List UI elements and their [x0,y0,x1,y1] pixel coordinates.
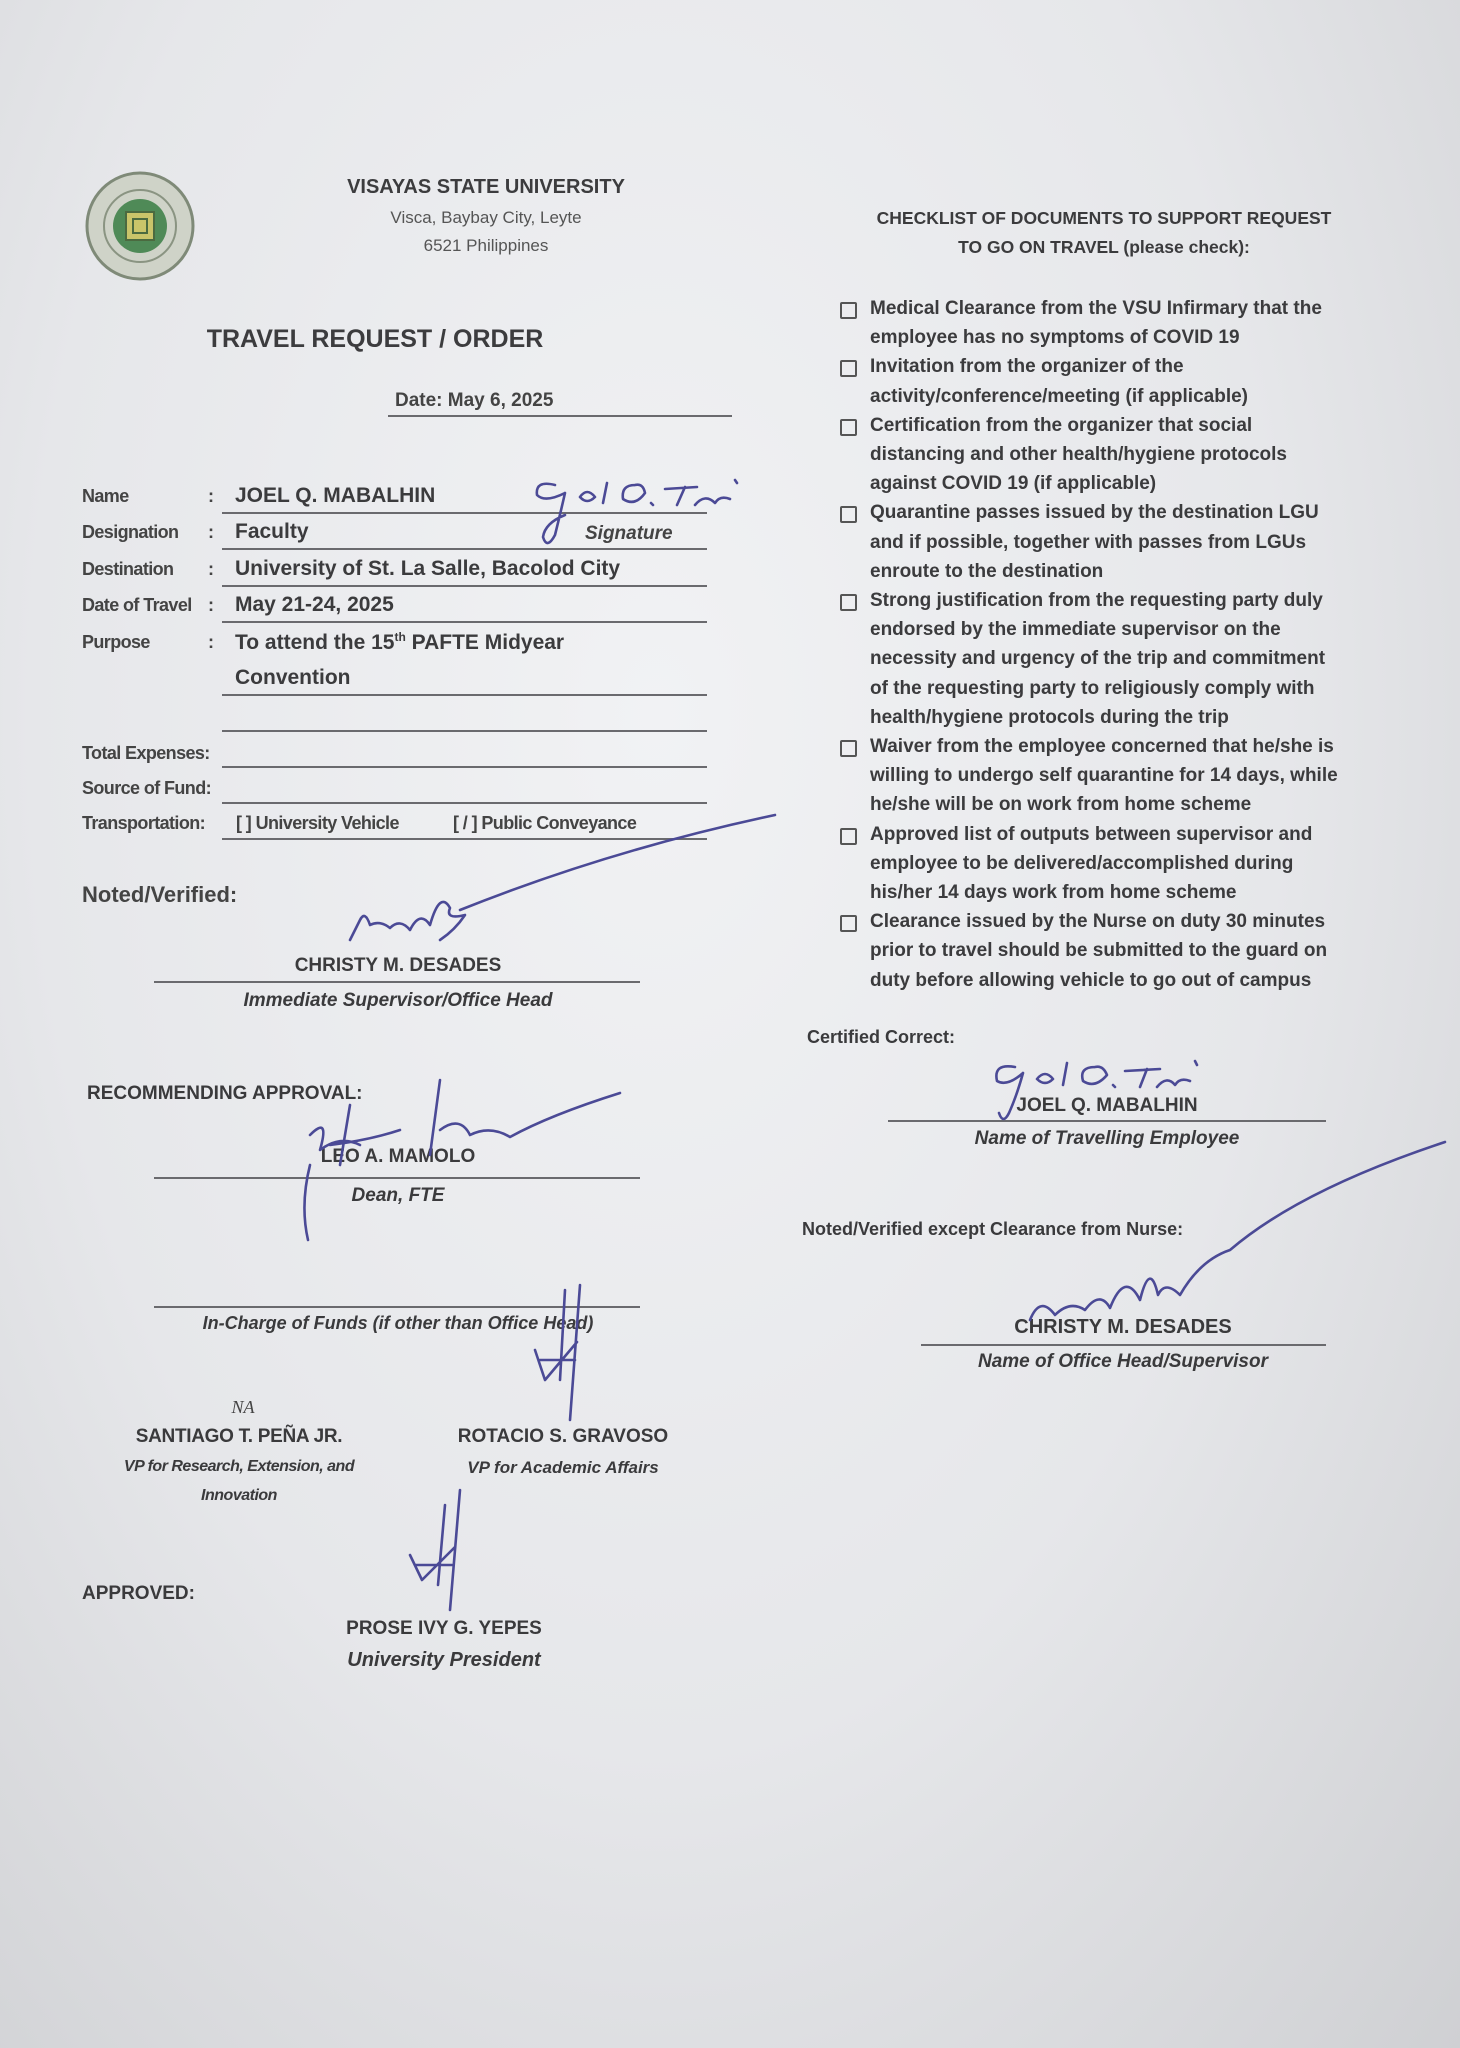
na-note: NA [231,1397,255,1417]
checklist-item-text: health/hygiene protocols during the trip [870,706,1229,728]
vp-academic-role: VP for Academic Affairs [467,1458,659,1477]
checklist-checkbox[interactable] [840,419,857,436]
colon: : [208,632,214,652]
source-of-fund-label: Source of Fund: [82,778,211,798]
name-label: Name [82,486,129,506]
president-role: University President [347,1649,541,1671]
vp-research-name: SANTIAGO T. PEÑA JR. [135,1426,343,1447]
vp-academic-name: ROTACIO S. GRAVOSO [457,1426,669,1447]
purpose-value-line2: Convention [235,666,351,689]
president-name: PROSE IVY G. YEPES [346,1618,542,1639]
checklist-checkbox[interactable] [840,302,857,319]
destination-label: Destination [82,559,174,579]
recommending-approval-heading: RECOMMENDING APPROVAL: [87,1083,363,1104]
checklist-item-text: employee has no symptoms of COVID 19 [870,327,1240,349]
checklist-item-text: and if possible, together with passes from LGUs [870,531,1307,553]
colon: : [208,522,214,542]
designation-label: Designation [82,522,179,542]
checklist-heading-line2: TO GO ON TRAVEL (please check): [958,237,1250,257]
colon: : [208,559,214,579]
name-value: JOEL Q. MABALHIN [235,484,436,507]
checklist-item-text: Strong justification from the requesting party duly [870,590,1323,611]
checklist-item-text: his/her 14 days work from home scheme [870,882,1237,903]
funds-in-charge-role: In-Charge of Funds (if other than Office Head) [202,1313,594,1333]
vp-research-role-line2: Innovation [201,1487,277,1504]
checklist-item-text: necessity and urgency of the trip and commitment [870,648,1326,670]
purpose-text: PAFTE Midyear [405,631,565,654]
dean-role: Dean, FTE [351,1185,445,1206]
checklist-item-text: against COVID 19 (if applicable) [870,473,1157,495]
dean-name: LEO A. MAMOLO [320,1146,476,1167]
date-of-travel-label: Date of Travel [82,595,192,615]
university-postal: 6521 Philippines [423,236,549,255]
travelling-employee-role: Name of Travelling Employee [974,1128,1240,1149]
certified-correct-heading: Certified Correct: [807,1027,956,1047]
supervisor-name: CHRISTY M. DESADES [294,955,502,976]
purpose-superscript: th [394,630,406,644]
checklist-checkbox[interactable] [840,828,857,845]
destination-value: University of St. La Salle, Bacolod City [235,557,621,580]
travelling-employee-name: JOEL Q. MABALHIN [1016,1095,1198,1116]
checklist-checkbox[interactable] [840,360,857,377]
checklist-item-text: Invitation from the organizer of the [870,356,1184,378]
checklist-item-text: Waiver from the employee concerned that he/she is [870,736,1334,757]
checklist-checkbox[interactable] [840,506,857,523]
dean-signature [290,1075,630,1245]
checklist-item-text: Medical Clearance from the VSU Infirmary that the [870,298,1322,319]
checklist-item-text: Approved list of outputs between supervisor and [870,823,1313,845]
purpose-value [235,630,564,655]
checklist-item-text: Clearance issued by the Nurse on duty 30 minutes [870,911,1326,933]
applicant-signature [525,475,745,555]
purpose-text: To attend the 15 [235,631,395,654]
university-seal-logo [84,170,196,282]
date-of-travel-value: May 21-24, 2025 [235,593,394,616]
checklist-heading: CHECKLIST OF DOCUMENTS TO SUPPORT REQUEST [876,208,1332,228]
approved-heading: APPROVED: [82,1583,195,1604]
signature-label: Signature [585,523,673,544]
transport-public-conveyance-option: [ / ] Public Conveyance [453,813,637,833]
purpose-label: Purpose [82,632,150,652]
checklist-item-text: prior to travel should be submitted to the guard on [870,940,1328,962]
total-expenses-label: Total Expenses: [82,743,210,763]
checklist-item-text: of the requesting party to religiously comply with [870,677,1315,699]
office-head-role: Name of Office Head/Supervisor [977,1351,1269,1372]
checklist-item-text: Certification from the organizer that social [870,414,1253,436]
supervisor-role: Immediate Supervisor/Office Head [243,990,553,1011]
vp-research-role: VP for Research, Extension, and [123,1458,355,1475]
colon: : [208,486,214,506]
supervisor-signature [330,810,790,980]
funds-signature [515,1280,605,1420]
president-signature [400,1485,480,1615]
university-address: Visca, Baybay City, Leyte [390,208,582,227]
university-name: VISAYAS STATE UNIVERSITY [347,176,625,198]
checklist-item-text: he/she will be on work from home scheme [870,794,1252,816]
checklist-item-text: Quarantine passes issued by the destination LGU [870,502,1319,524]
noted-verified-heading: Noted/Verified: [82,882,238,907]
designation-value: Faculty [235,520,309,543]
page-title: TRAVEL REQUEST / ORDER [206,325,544,353]
checklist-checkbox[interactable] [840,740,857,757]
checklist-item-text: duty before allowing vehicle to go out of campus [870,969,1312,991]
checklist-item-text: employee to be delivered/accomplished during [870,852,1294,874]
office-head-name: CHRISTY M. DESADES [1014,1316,1232,1338]
nurse-noted-heading: Noted/Verified except Clearance from Nurse: [802,1219,1184,1239]
checklist-checkbox[interactable] [840,594,857,611]
office-head-signature [1000,1130,1460,1330]
transport-university-vehicle-option: [ ] University Vehicle [236,813,399,833]
request-date: Date: May 6, 2025 [395,390,554,411]
checklist-checkbox[interactable] [840,915,857,932]
colon: : [208,595,214,615]
checklist-item-text: willing to undergo self quarantine for 14 days, while [870,765,1338,787]
checklist-item-text: activity/conference/meeting (if applicable) [870,385,1248,407]
checklist-item-text: endorsed by the immediate supervisor on the [870,619,1281,641]
transportation-label: Transportation: [82,813,206,833]
travelling-employee-signature [975,1055,1215,1125]
checklist-item-text: enroute to the destination [870,560,1104,582]
checklist-item-text: distancing and other health/hygiene protocols [870,444,1287,465]
